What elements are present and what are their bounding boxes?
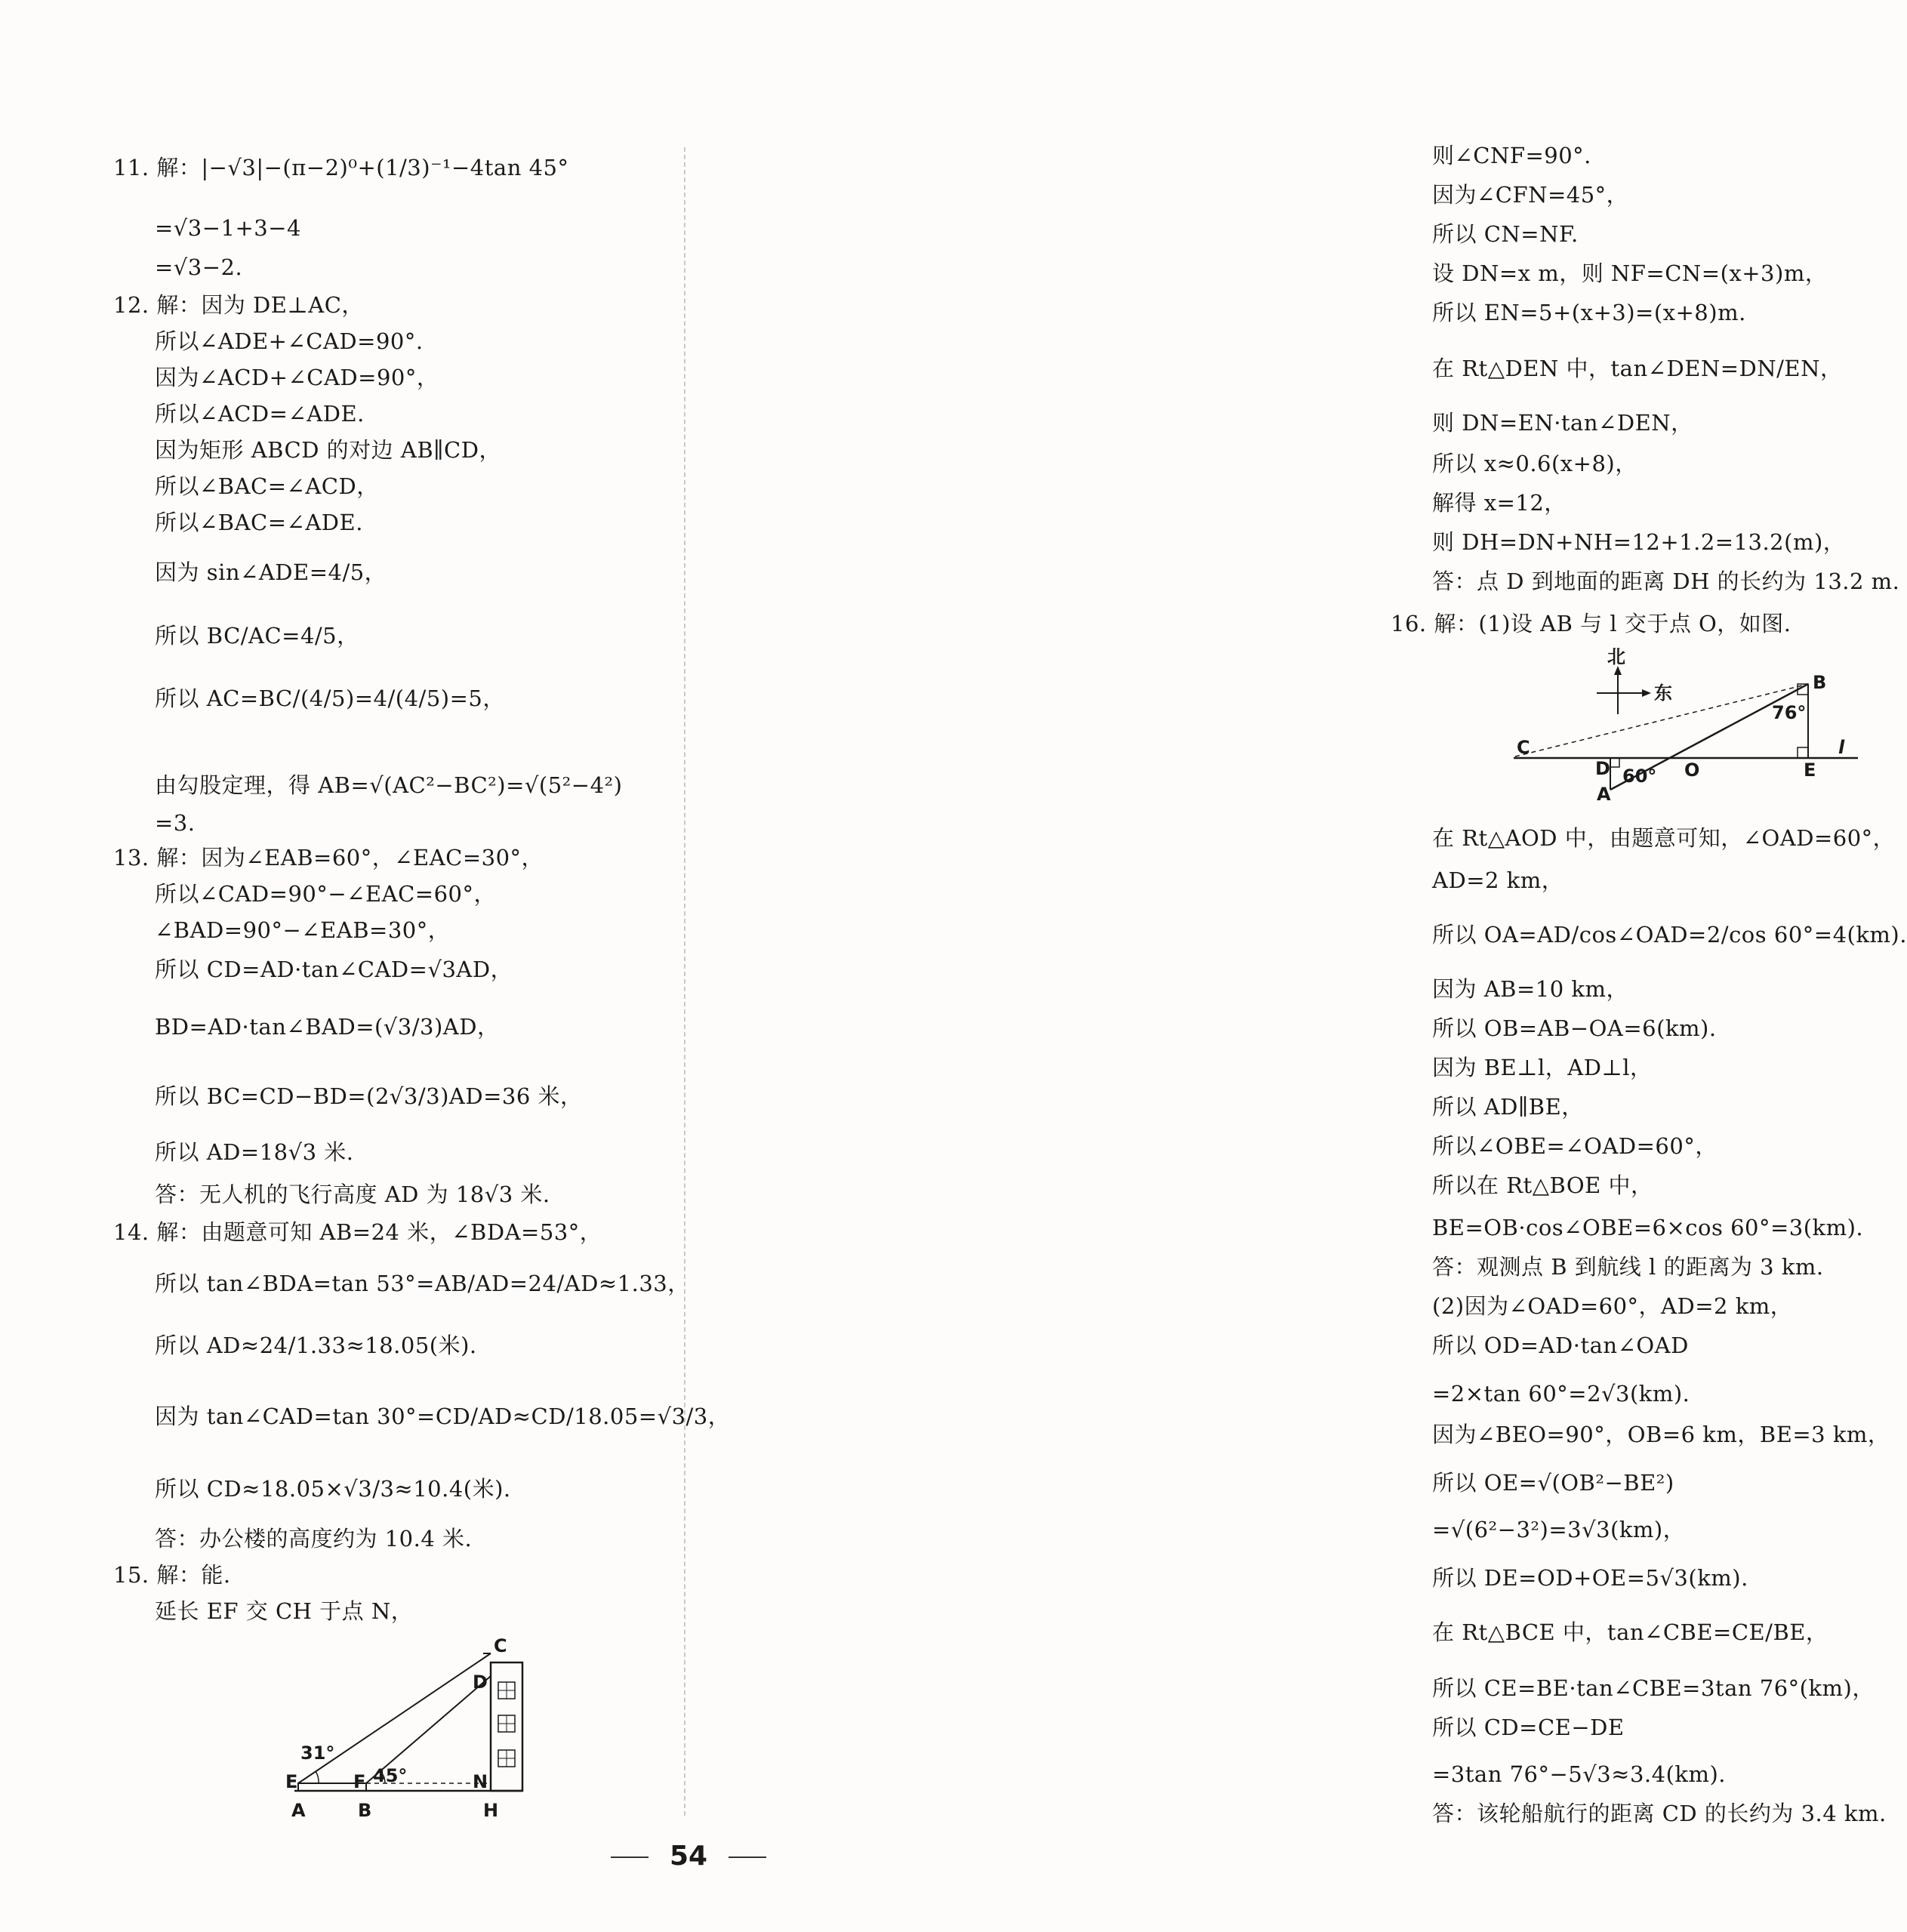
problem-13-step: BD=AD·tan∠BAD=(√3/3)AD， [155, 1014, 500, 1040]
problem-16-answer: 答：观测点 B 到航线 l 的距离为 3 km. [1432, 1254, 1824, 1280]
problem-12-step: 由勾股定理，得 AB=√(AC²−BC²)=√(5²−4²) [155, 772, 623, 798]
problem-16-step: BE=OB·cos∠OBE=6×cos 60°=3(km). [1432, 1215, 1864, 1240]
fig16-label-l: l [1838, 737, 1845, 758]
problem-15-cont: 所以 EN=5+(x+3)=(x+8)m. [1432, 300, 1746, 325]
problem-15-cont: 则 DH=DN+NH=12+1.2=13.2(m)， [1432, 529, 1846, 555]
problem-13-answer: 答：无人机的飞行高度 AD 为 18√3 米. [155, 1182, 550, 1207]
problem-16-step: 所以 OE=√(OB²−BE²) [1432, 1470, 1674, 1496]
problem-16-step: 因为 AB=10 km， [1432, 976, 1628, 1002]
problem-12-step: 因为矩形 ABCD 的对边 AB∥CD， [155, 437, 501, 463]
fig16-east-label: 东 [1654, 683, 1672, 704]
problem-11-result: =√3−2. [155, 254, 243, 280]
problem-16-step: 所以 AD∥BE， [1432, 1094, 1584, 1120]
problem-16-step: 所以 OA=AD/cos∠OAD=2/cos 60°=4(km). [1432, 922, 1907, 948]
problem-11-line: 11. 解：|−√3|−(π−2)⁰+(1/3)⁻¹−4tan 45° [113, 155, 569, 180]
problem-13-step: 所以 AD=18√3 米. [155, 1139, 354, 1165]
problem-13-step: 所以∠CAD=90°−∠EAC=60°， [155, 881, 496, 907]
fig15-angle-31: 31° [300, 1742, 335, 1764]
problem-15-cont: 则∠CNF=90°. [1432, 143, 1591, 168]
fig15-label-a: A [291, 1800, 306, 1821]
problem-15-cont: 因为∠CFN=45°， [1432, 182, 1629, 208]
fig15-label-n: N [473, 1771, 488, 1792]
fig15-label-c: C [494, 1635, 507, 1656]
problem-16-step: 所以 OB=AB−OA=6(km). [1432, 1015, 1717, 1041]
problem-14-step: 所以 tan∠BDA=tan 53°=AB/AD=24/AD≈1.33， [155, 1271, 690, 1296]
problem-12-step: 所以∠BAC=∠ACD， [155, 473, 379, 499]
problem-14-answer: 答：办公楼的高度约为 10.4 米. [155, 1526, 473, 1551]
problem-16-step: 所以 DE=OD+OE=5√3(km). [1432, 1565, 1748, 1591]
problem-15-cont: 设 DN=x m，则 NF=CN=(x+3)m， [1432, 260, 1828, 286]
fig16-label-e: E [1804, 760, 1816, 781]
problem-16-step: 所以 CD=CE−DE [1432, 1715, 1625, 1740]
problem-14-step: 所以 AD≈24/1.33≈18.05(米). [155, 1333, 477, 1358]
fig15-label-e: E [285, 1771, 298, 1792]
problem-15-answer: 答：点 D 到地面的距离 DH 的长约为 13.2 m. [1432, 569, 1900, 594]
problem-11-step: =√3−1+3−4 [155, 215, 301, 241]
page-number-text: 54 [669, 1841, 708, 1872]
problem-12-step: 所以∠ADE+∠CAD=90°. [155, 328, 424, 354]
problem-15-cont: 所以 x≈0.6(x+8)， [1432, 451, 1637, 476]
problem-13-step: ∠BAD=90°−∠EAB=30°， [155, 917, 451, 943]
problem-12-result: =3. [155, 810, 196, 836]
page-number-dash-left [611, 1857, 649, 1858]
problem-16-step: AD=2 km， [1432, 867, 1564, 893]
fig16-angle-76: 76° [1772, 702, 1807, 723]
problem-15-cont: 所以 CN=NF. [1432, 221, 1579, 247]
fig16-label-a: A [1597, 784, 1611, 805]
problem-12-step: 所以 BC/AC=4/5， [155, 623, 359, 649]
problem-12-line: 12. 解：因为 DE⊥AC， [113, 292, 364, 318]
fig15-label-h: H [483, 1800, 499, 1821]
problem-16-step: 所以 OD=AD·tan∠OAD [1432, 1333, 1689, 1358]
fig15-label-f: F [353, 1771, 366, 1792]
problem-16-step: =√(6²−3²)=3√3(km)， [1432, 1517, 1686, 1542]
fig16-label-o: O [1684, 760, 1700, 781]
fig15-angle-45: 45° [373, 1765, 408, 1786]
problem-13-step: 所以 BC=CD−BD=(2√3/3)AD=36 米， [155, 1083, 583, 1109]
fig16-label-d: D [1595, 758, 1610, 779]
problem-16-step: (2)因为∠OAD=60°，AD=2 km， [1432, 1293, 1793, 1319]
fig15-label-b: B [358, 1800, 372, 1821]
problem-15-cont: 则 DN=EN·tan∠DEN， [1432, 410, 1693, 436]
problem-16-step: 所以∠OBE=∠OAD=60°， [1432, 1133, 1718, 1159]
fig16-angle-60: 60° [1622, 766, 1657, 787]
figure-16-navigation-diagram [1506, 646, 1868, 812]
problem-13-line: 13. 解：因为∠EAB=60°，∠EAC=30°， [113, 845, 544, 870]
problem-13-step: 所以 CD=AD·tan∠CAD=√3AD， [155, 957, 513, 982]
problem-16-step: 在 Rt△BCE 中，tan∠CBE=CE/BE， [1432, 1619, 1828, 1645]
problem-12-step: 所以∠BAC=∠ADE. [155, 510, 363, 535]
problem-12-step: 因为 sin∠ADE=4/5， [155, 559, 387, 585]
problem-14-step: 所以 CD≈18.05×√3/3≈10.4(米). [155, 1476, 511, 1502]
problem-15-cont: 解得 x=12， [1432, 490, 1567, 516]
problem-16-answer: 答：该轮船航行的距离 CD 的长约为 3.4 km. [1432, 1801, 1887, 1826]
fig15-label-d: D [473, 1672, 488, 1693]
problem-15-cont: 在 Rt△DEN 中，tan∠DEN=DN/EN， [1432, 356, 1843, 381]
problem-16-step: 所以 CE=BE·tan∠CBE=3tan 76°(km)， [1432, 1675, 1875, 1701]
problem-16-step: =3tan 76°−5√3≈3.4(km). [1432, 1761, 1727, 1787]
fig16-label-c: C [1517, 737, 1530, 758]
fig16-north-label: 北 [1607, 646, 1625, 667]
problem-16-step: 所以在 Rt△BOE 中， [1432, 1172, 1653, 1198]
problem-16-step: 在 Rt△AOD 中，由题意可知，∠OAD=60°， [1432, 825, 1896, 851]
problem-12-step: 所以 AC=BC/(4/5)=4/(4/5)=5， [155, 686, 505, 711]
fig16-label-b: B [1813, 672, 1827, 693]
problem-12-step: 所以∠ACD=∠ADE. [155, 401, 365, 427]
page-number [0, 1841, 1377, 1872]
problem-12-step: 因为∠ACD+∠CAD=90°， [155, 365, 439, 390]
column-divider [684, 147, 685, 1816]
figure-15-building-diagram [279, 1631, 536, 1827]
problem-14-step: 因为 tan∠CAD=tan 30°=CD/AD≈CD/18.05=√3/3， [155, 1404, 731, 1429]
problem-15-step: 延长 EF 交 CH 于点 N， [155, 1598, 414, 1624]
problem-16-step: 因为 BE⊥l，AD⊥l， [1432, 1055, 1653, 1080]
page-number-dash-right [729, 1857, 766, 1858]
problem-15-line: 15. 解：能. [113, 1562, 231, 1588]
problem-16-line: 16. 解：(1)设 AB 与 l 交于点 O，如图. [1391, 611, 1791, 636]
problem-16-step: =2×tan 60°=2√3(km). [1432, 1381, 1690, 1407]
problem-14-line: 14. 解：由题意可知 AB=24 米，∠BDA=53°， [113, 1219, 602, 1245]
problem-16-step: 因为∠BEO=90°，OB=6 km，BE=3 km， [1432, 1422, 1890, 1447]
